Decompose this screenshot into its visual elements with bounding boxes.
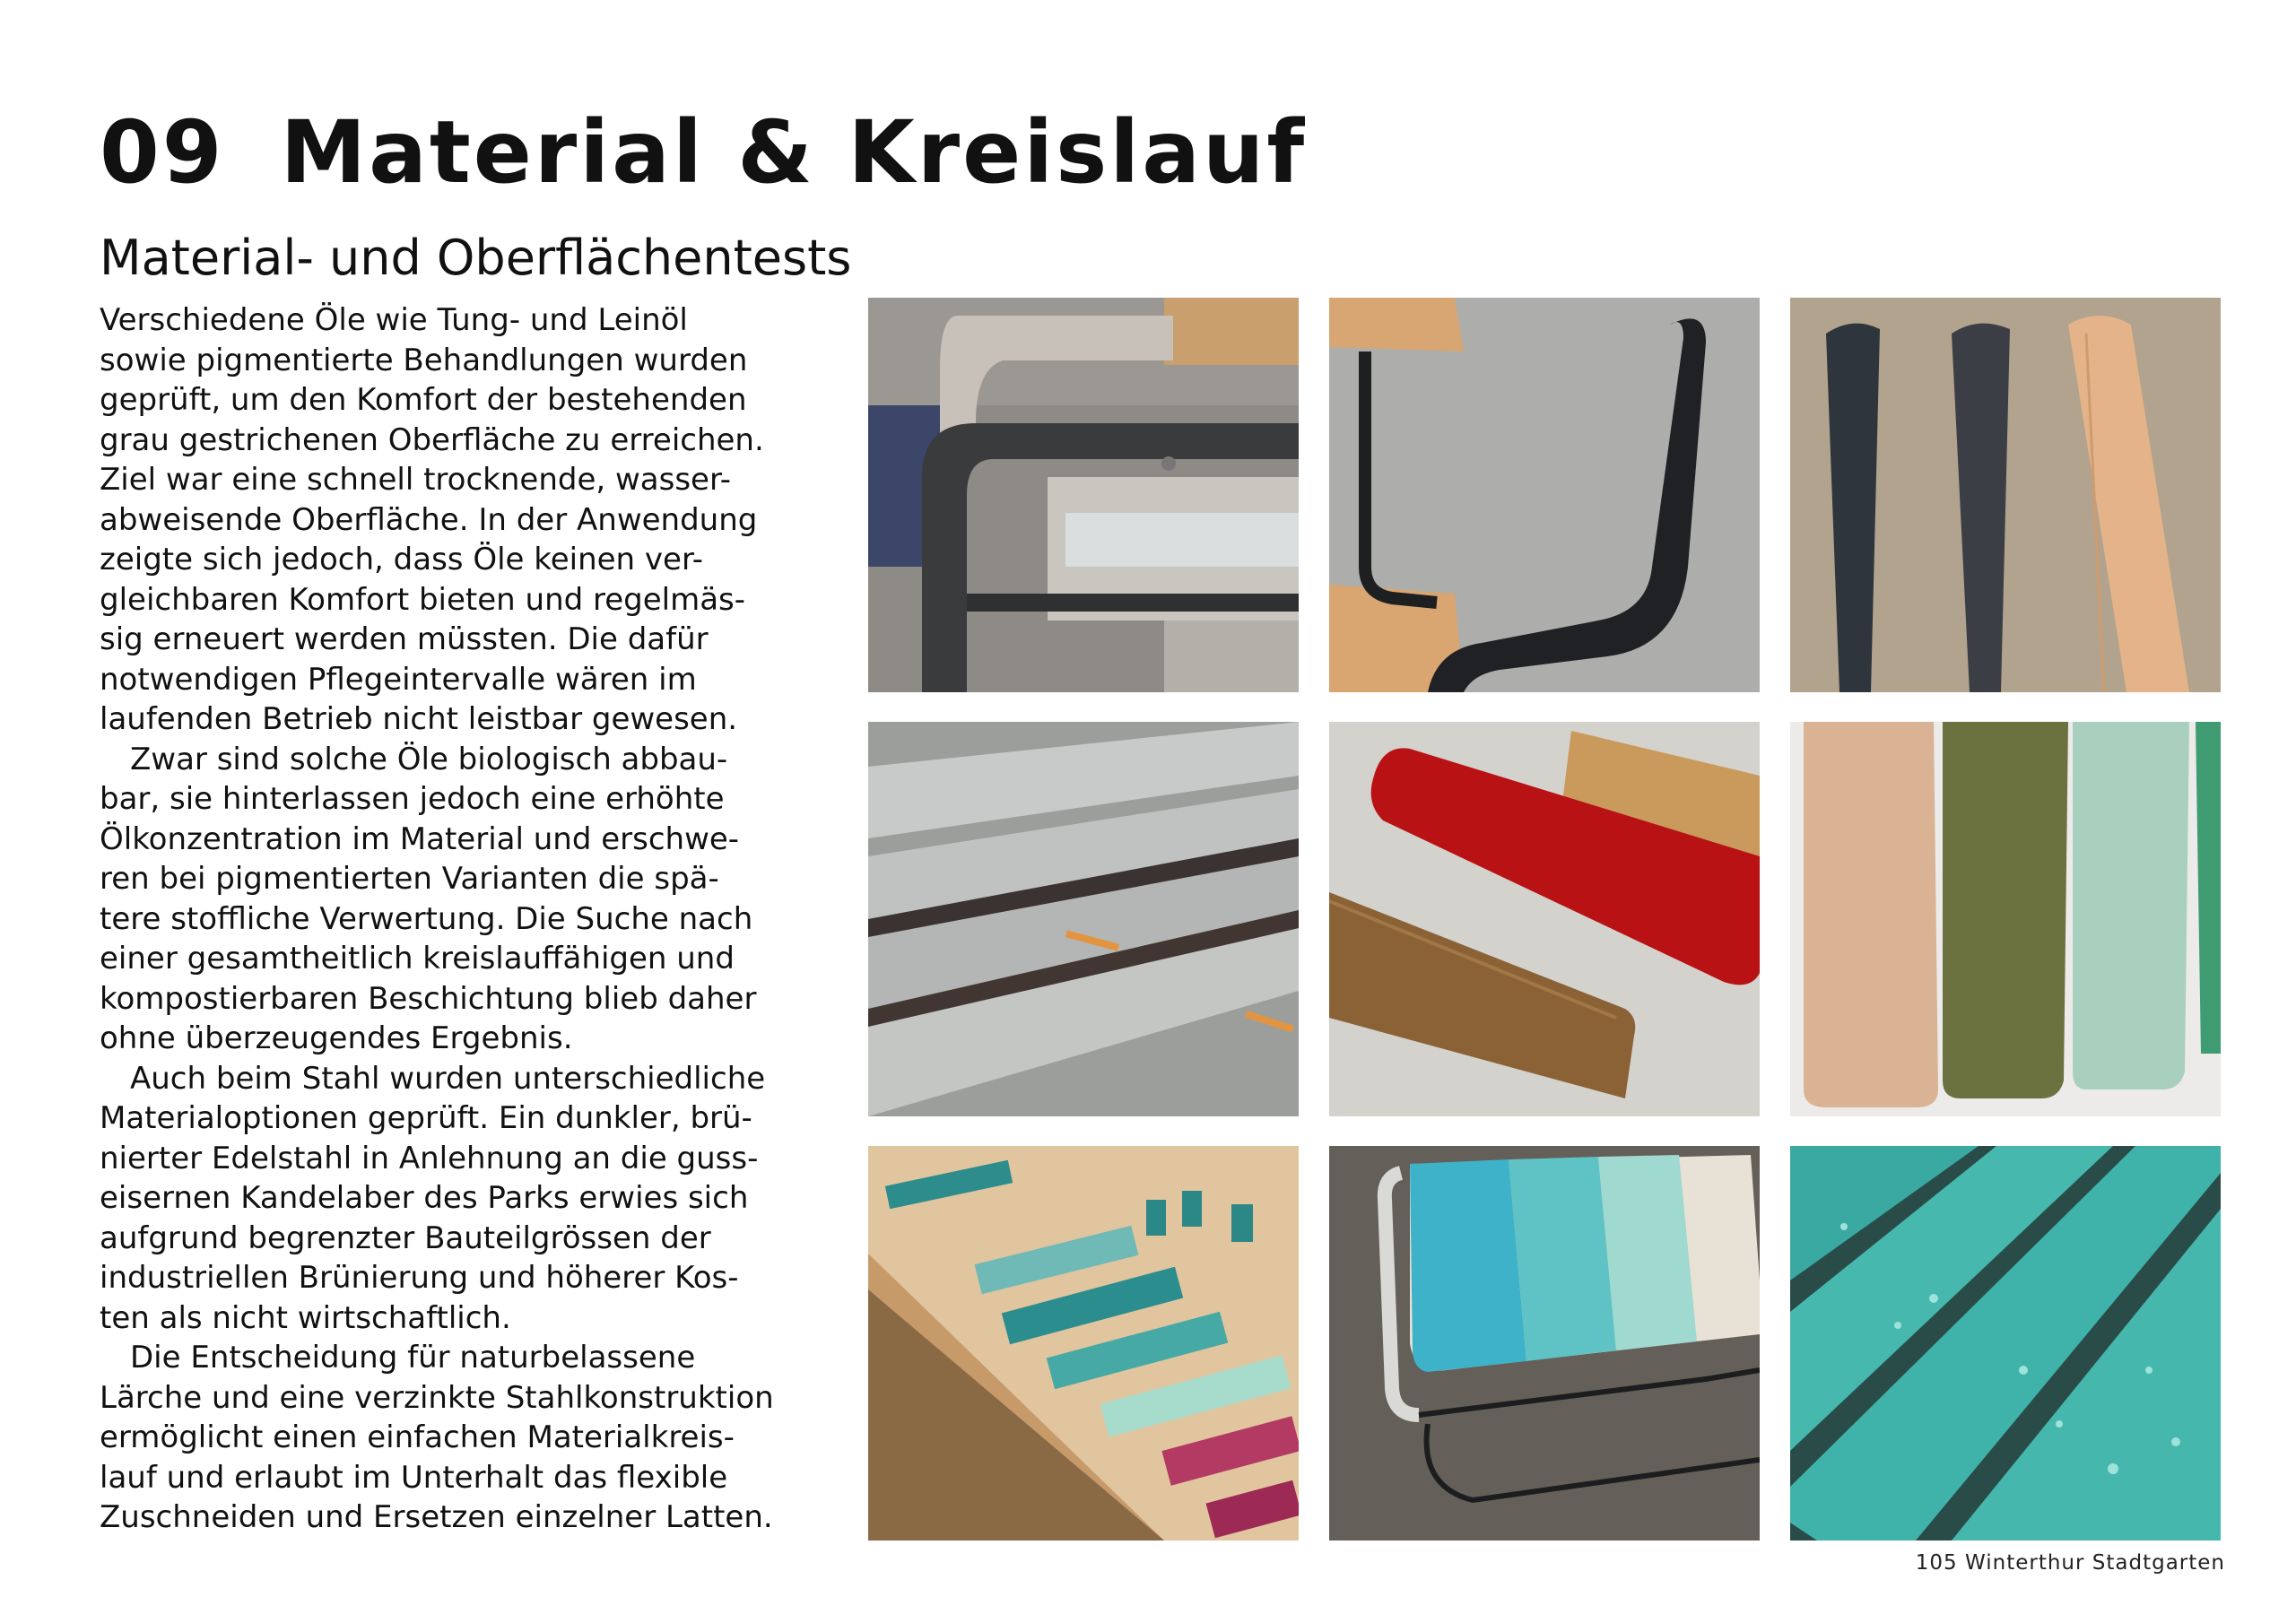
photo-bench-frame-workshop [868,298,1299,692]
photo-armrest-steel-larch [1329,298,1760,692]
photo-turquoise-samples-larch [868,1146,1299,1541]
photo-coated-samples-workbench [1790,298,2221,692]
chapter-number: 09 [100,102,225,203]
paragraph: Verschiedene Öle wie Tung- und Leinöl sowie pigmentierte Behandlungen wurden geprüft, um den Komfort der bestehenden grau gestrichenen Oberfläche zu erreichen. Ziel war eine schnell trocknende, wasser- abweisende Oberfläche. In der Anwendung zeigte sich jedoch, dass Öle keinen ver- gleichbaren Komfort bieten und regelmäs- sig erneuert werden müssten. Die dafür notwendigen Pflegeintervalle wären im laufenden Betrieb nicht leistbar gewesen. [100,302,764,737]
photo-weathered-grey-bench [868,722,1299,1116]
photo-grid [868,298,2221,1541]
body-text [100,300,871,1538]
paragraph: Auch beim Stahl wurden unterschiedliche Materialoptionen geprüft. Ein dunkler, brü- nierter Edelstahl in Anlehnung an die guss- eisernen Kandelaber des Parks erwies sich aufgrund begrenzter Bauteilgrössen der industriellen Brünierung und höherer Kos- ten als nicht wirtschaftlich. [100,1060,766,1336]
chapter-title [100,99,1307,206]
photo-wet-turquoise-slats [1790,1146,2221,1541]
photo-gradient-bench-prototype [1329,1146,1760,1541]
section-subtitle: Material- und Oberflächentests [100,230,852,286]
chapter-title-text: Material & Kreislauf [280,102,1308,203]
page-footer: 105 Winterthur Stadtgarten [1915,1551,2225,1575]
photo-red-lacquer-samples [1329,722,1760,1116]
paragraph: Die Entscheidung für naturbelassene Lärche und eine verzinkte Stahlkonstruktion ermöglicht einen einfachen Materialkreis- lauf und erlaubt im Unterhalt das flexible Zuschneiden und Ersetzen einzelner Latten. [100,1340,774,1535]
photo-painted-slat-colours [1790,722,2221,1116]
paragraph: Zwar sind solche Öle biologisch abbau- bar, sie hinterlassen jedoch eine erhöhte Ölkonzentration im Material und erschwe- ren bei pigmentierten Varianten die spä- tere stoffliche Verwertung. Die Suche nach einer gesamtheitlich kreislauffähigen und kompostierbaren Beschichtung blieb daher ohne überzeugendes Ergebnis. [100,741,757,1056]
